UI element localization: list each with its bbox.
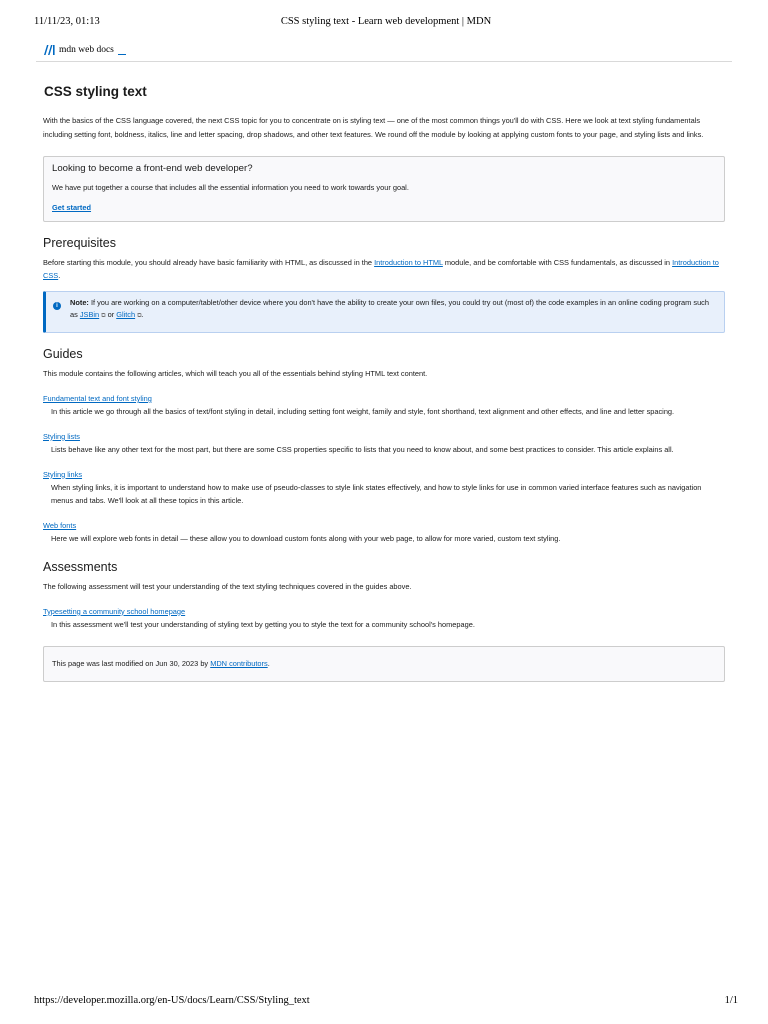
note-label: Note: xyxy=(70,298,89,308)
guide-link-web-fonts[interactable]: Web fonts xyxy=(43,521,77,531)
print-datetime: 11/11/23, 01:13 xyxy=(34,16,100,27)
last-modified-box xyxy=(43,646,725,682)
mdn-contributors-link[interactable]: MDN contributors xyxy=(210,658,268,668)
note-text xyxy=(70,297,714,322)
logo-text: mdn web docs xyxy=(59,45,114,55)
intro-html-link[interactable]: Introduction to HTML xyxy=(374,257,443,267)
logo-cursor xyxy=(118,54,126,55)
prereq-text-1: Before starting this module, you should already have basic familiarity with HTML, as discussed in the xyxy=(43,257,375,267)
print-header xyxy=(34,16,738,30)
mdn-logo-link[interactable] xyxy=(43,42,126,58)
header-divider xyxy=(36,61,732,62)
intro-css-link[interactable]: Introduction to CSS xyxy=(43,257,719,281)
guide-desc-fundamentals: In this article we go through all the basics of text/font styling in detail, including setting font weight, family and style, font shorthand, text alignment and other effects, and line and letter spacing. xyxy=(51,406,675,416)
callout-title: Looking to become a front-end web developer? xyxy=(52,162,253,174)
note-text-1: If you are working on a computer/tablet/other device where you don't have the ability to create your own files, you could try out (most of) the code examples in an online coding program such as xyxy=(70,298,709,320)
guide-link-lists[interactable]: Styling lists xyxy=(43,431,80,441)
guides-intro: This module contains the following articles, which will teach you all of the essentials behind styling HTML text content. xyxy=(43,369,428,379)
print-doc-title: CSS styling text - Learn web development | MDN xyxy=(280,16,492,27)
assessment-desc-typesetting: In this assessment we'll test your understanding of styling text by getting you to style the text for a community school's homepage. xyxy=(51,619,475,629)
guide-link-links[interactable]: Styling links xyxy=(43,469,83,479)
prerequisites-text xyxy=(43,256,725,284)
print-url: https://developer.mozilla.org/en-US/docs/Learn/CSS/Styling_text xyxy=(34,995,310,1006)
print-page-number: 1/1 xyxy=(724,995,738,1006)
jsbin-link[interactable]: JSBin xyxy=(79,310,100,320)
main-content xyxy=(43,84,725,682)
course-callout xyxy=(43,156,725,222)
mdn-logo-icon xyxy=(43,44,56,56)
callout-text: We have put together a course that includes all the essential information you need to work towards your goal. xyxy=(52,182,409,192)
page-title: CSS styling text xyxy=(44,84,147,99)
print-footer xyxy=(34,995,738,1009)
assessment-link-typesetting[interactable]: Typesetting a community school homepage xyxy=(43,606,186,616)
external-link-icon: ⧉ xyxy=(137,313,142,320)
prereq-text-3: . xyxy=(58,271,61,281)
info-icon: i xyxy=(53,302,61,310)
get-started-link[interactable]: Get started xyxy=(52,203,92,213)
prerequisites-heading: Prerequisites xyxy=(43,235,116,250)
guide-link-fundamentals[interactable]: Fundamental text and font styling xyxy=(43,393,152,403)
note-text-2: or xyxy=(105,310,117,320)
footer-text-2: . xyxy=(267,658,270,668)
guides-heading: Guides xyxy=(43,347,83,362)
glitch-link[interactable]: Glitch xyxy=(116,310,136,320)
intro-paragraph: With the basics of the CSS language covered, the next CSS topic for you to concentrate on is styling text — one of the most common things you'll do with CSS. Here we look at text styling fundamentals including setting font, boldness, italics, line and letter spacing, drop shadows, and other text features. We round off the module by looking at applying custom fonts to your page, and styling lists and links. xyxy=(43,116,704,139)
guide-desc-lists: Lists behave like any other text for the most part, but there are some CSS properties specific to lists that you need to know about, and some best practices to consider. This article explains all. xyxy=(51,444,674,454)
external-link-icon: ⧉ xyxy=(101,313,106,320)
footer-text-1: This page was last modified on Jun 30, 2023 by xyxy=(52,658,211,668)
last-modified-text xyxy=(52,657,716,671)
assessments-intro: The following assessment will test your understanding of the text styling techniques covered in the guides above. xyxy=(43,581,412,591)
note-box xyxy=(43,291,725,333)
assessments-heading: Assessments xyxy=(43,559,118,574)
prereq-text-2: module, and be comfortable with CSS fundamentals, as discussed in xyxy=(442,257,673,267)
note-text-3: . xyxy=(141,310,144,320)
guide-desc-web-fonts: Here we will explore web fonts in detail — these allow you to download custom fonts along with your web page, to allow for more varied, custom text styling. xyxy=(51,534,561,544)
guide-desc-links: When styling links, it is important to understand how to make use of pseudo-classes to style link states effectively, and how to style links for use in common varied interface features such as navigation menus and tabs. We'll look at all these topics in this article. xyxy=(51,482,702,506)
